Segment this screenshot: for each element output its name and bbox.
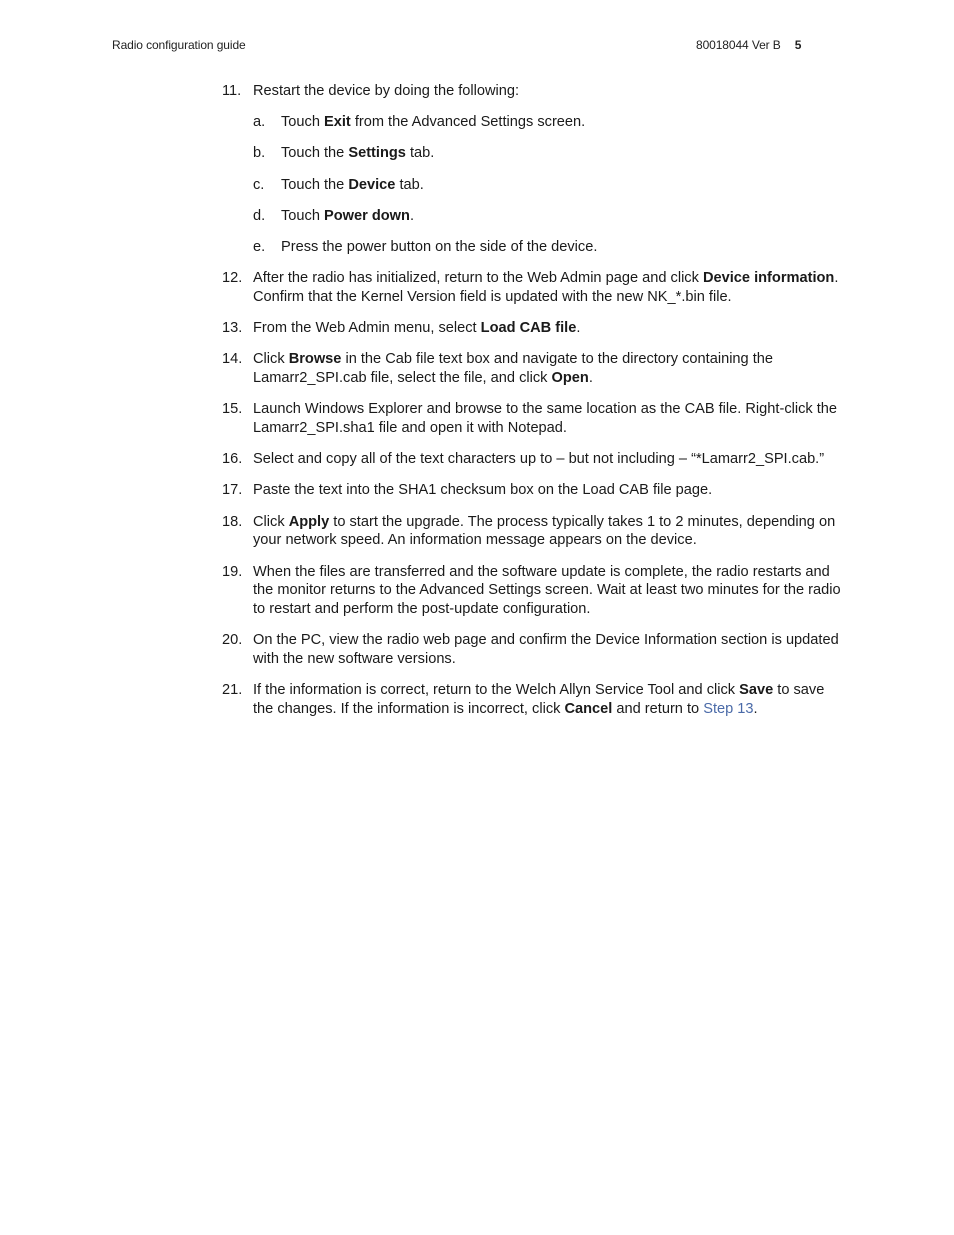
step-text: Click bbox=[253, 513, 289, 530]
step-20 bbox=[222, 631, 842, 669]
step-number: 13. bbox=[222, 320, 243, 337]
step-17 bbox=[222, 481, 842, 500]
step-13 bbox=[222, 319, 842, 338]
ui-term: Browse bbox=[288, 351, 342, 368]
substep-text: Touch the bbox=[281, 145, 349, 162]
substep-text: Press the power button on the side of the device. bbox=[281, 238, 598, 255]
substep-text: from the Advanced Settings screen. bbox=[350, 114, 586, 131]
substep-b bbox=[222, 144, 842, 163]
header-doc-title: Radio configuration guide bbox=[112, 38, 246, 52]
step-number: 17. bbox=[222, 482, 243, 499]
substep-e bbox=[222, 238, 842, 257]
step-21 bbox=[222, 681, 842, 719]
substep-text: tab. bbox=[395, 176, 424, 193]
step-11 bbox=[222, 82, 842, 257]
substep-d bbox=[222, 207, 842, 226]
step-text: Click bbox=[253, 351, 289, 368]
step-text: to save the changes. If the information is incorrect, click bbox=[253, 682, 825, 718]
step-number: 12. bbox=[222, 270, 243, 287]
ui-term: Open bbox=[551, 370, 589, 387]
header-doc-id bbox=[696, 38, 801, 52]
step-text: and return to bbox=[612, 701, 704, 718]
substep-text: . bbox=[409, 207, 415, 224]
step-text: . Confirm that the Kernel Version field is updated with the new NK_*.bin file. bbox=[253, 270, 839, 305]
step-number: 18. bbox=[222, 513, 243, 530]
step-text: Select and copy all of the text characters up to – but not including – “*Lamarr2_SPI.cab.” bbox=[253, 451, 825, 468]
step-15 bbox=[222, 400, 842, 438]
step-text: If the information is correct, return to the Welch Allyn Service Tool and click bbox=[253, 682, 740, 699]
step-number: 11. bbox=[222, 83, 242, 99]
substep-letter: d. bbox=[253, 207, 266, 224]
step-number: 21. bbox=[222, 682, 243, 699]
substep-letter: a. bbox=[253, 114, 266, 131]
step-16 bbox=[222, 450, 842, 469]
step-text: Restart the device by doing the following: bbox=[253, 83, 520, 99]
substep-text: Touch bbox=[281, 207, 324, 224]
step-number: 16. bbox=[222, 451, 243, 468]
step-text: Paste the text into the SHA1 checksum box on the Load CAB file page. bbox=[253, 482, 713, 499]
page-number: 5 bbox=[794, 38, 802, 52]
step-text: Launch Windows Explorer and browse to the same location as the CAB file. Right-click the Lamarr2_SPI.sha1 file and open it with Notepad. bbox=[253, 401, 838, 437]
substep-letter: c. bbox=[253, 176, 265, 193]
substep-text: Touch the bbox=[281, 176, 349, 193]
step-18 bbox=[222, 513, 842, 551]
step-12 bbox=[222, 269, 842, 307]
ui-term: Device bbox=[348, 176, 396, 193]
step-number: 19. bbox=[222, 563, 243, 580]
substeps bbox=[222, 113, 842, 257]
step-13-link[interactable]: Step 13 bbox=[703, 701, 754, 718]
step-text: . bbox=[753, 701, 758, 718]
ui-term: Apply bbox=[288, 513, 330, 530]
step-text: . bbox=[576, 320, 581, 337]
ui-term: Exit bbox=[324, 114, 351, 131]
substep-text: Touch bbox=[281, 114, 324, 131]
doc-id: 80018044 Ver B bbox=[696, 38, 781, 52]
substep-letter: b. bbox=[253, 145, 266, 162]
ui-term: Cancel bbox=[564, 701, 613, 718]
step-text: When the files are transferred and the software update is complete, the radio restarts and the monitor returns to the Advanced Settings screen. Wait at least two minutes for the radio to restart and perform the post-update configuration. bbox=[253, 563, 841, 618]
ui-term: Save bbox=[739, 682, 774, 699]
step-text: to start the upgrade. The process typically takes 1 to 2 minutes, depending on your network speed. An information message appears on the device. bbox=[253, 513, 836, 549]
step-14 bbox=[222, 350, 842, 388]
ui-term: Power down bbox=[324, 207, 410, 224]
substep-letter: e. bbox=[253, 238, 266, 255]
substep-c bbox=[222, 176, 842, 195]
ui-term: Device information bbox=[702, 270, 835, 287]
substep-text: tab. bbox=[405, 145, 435, 162]
step-number: 20. bbox=[222, 632, 243, 649]
step-text: in the Cab file text box and navigate to the directory containing the Lamarr2_SPI.cab file, select the file, and click bbox=[253, 351, 774, 387]
step-number: 14. bbox=[222, 351, 243, 368]
procedure-steps bbox=[222, 82, 842, 731]
step-text: After the radio has initialized, return to the Web Admin page and click bbox=[253, 270, 703, 287]
step-19 bbox=[222, 563, 842, 619]
ui-term: Settings bbox=[348, 145, 406, 162]
ui-term: Load CAB file bbox=[480, 320, 577, 337]
step-number: 15. bbox=[222, 401, 243, 418]
step-text: . bbox=[588, 370, 593, 387]
step-text: From the Web Admin menu, select bbox=[253, 320, 481, 337]
step-text: On the PC, view the radio web page and confirm the Device Information section is updated with the new software versions. bbox=[253, 632, 839, 668]
substep-a bbox=[222, 113, 842, 132]
